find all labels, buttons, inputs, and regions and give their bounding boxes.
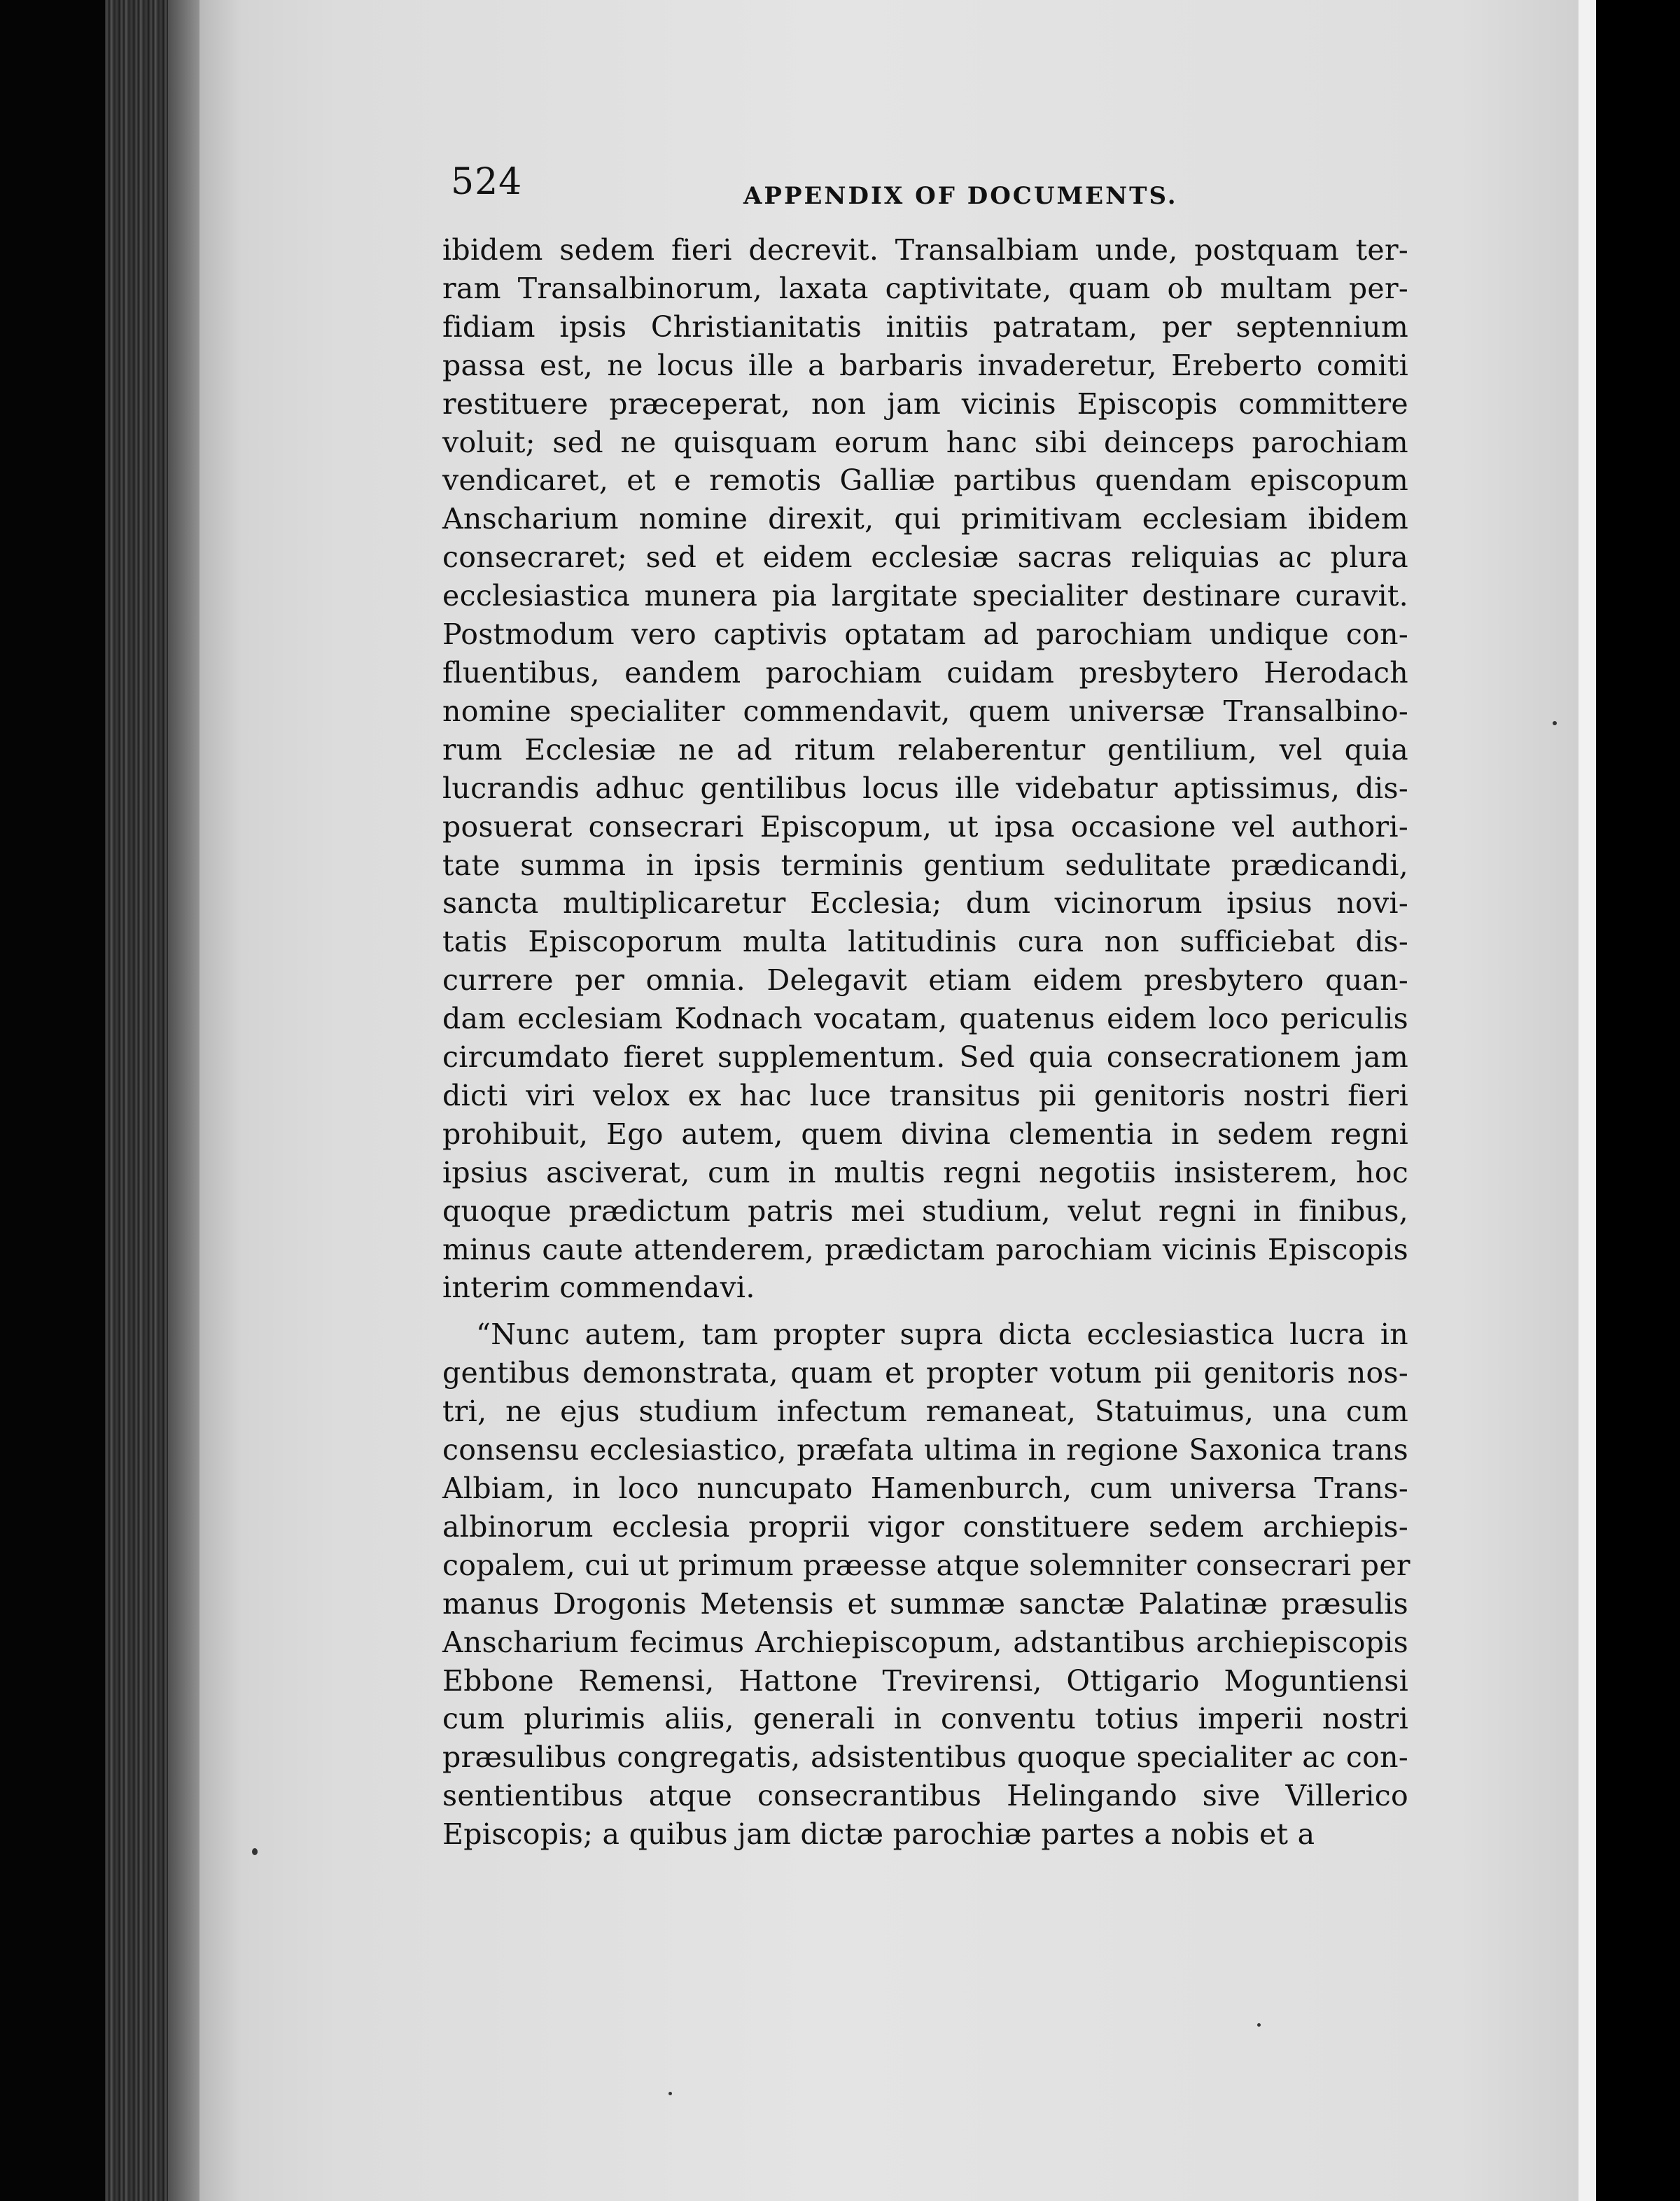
- page-text-block: [442, 154, 1408, 1854]
- text-line: posuerat consecrari Episcopum, ut ipsa occasione vel authori-: [442, 809, 1408, 844]
- paragraph-1: [442, 231, 1408, 1307]
- dust-speck: [1257, 2023, 1261, 2027]
- text-line: consecraret; sed et eidem ecclesiæ sacras reliquias ac plura: [442, 540, 1408, 575]
- text-line: sentientibus atque consecrantibus Helingando sive Villerico: [442, 1779, 1408, 1813]
- text-line: nomine specialiter commendavit, quem universæ Transalbino-: [442, 694, 1408, 728]
- text-line: circumdato fieret supplementum. Sed quia consecrationem jam: [442, 1040, 1408, 1075]
- text-line: fluentibus, eandem parochiam cuidam presbytero Herodach: [442, 655, 1408, 690]
- text-line: consensu ecclesiastico, præfata ultima in regione Saxonica trans: [442, 1433, 1408, 1467]
- text-line: Anscharium nomine direxit, qui primitivam ecclesiam ibidem: [442, 502, 1408, 536]
- text-line: “Nunc autem, tam propter supra dicta ecclesiastica lucra in: [476, 1318, 1408, 1352]
- page-number: 524: [451, 161, 523, 203]
- text-line: quoque prædictum patris mei studium, velut regni in finibus,: [442, 1194, 1408, 1228]
- scan-border-right: [1596, 0, 1680, 2201]
- text-line: lucrandis adhuc gentilibus locus ille videbatur aptissimus, dis-: [442, 771, 1408, 805]
- text-line: restituere præceperat, non jam vicinis Episcopis committere: [442, 386, 1408, 421]
- text-line: ibidem sedem fieri decrevit. Transalbiam unde, postquam ter-: [442, 233, 1408, 267]
- dust-speck: [1553, 721, 1557, 725]
- dust-speck: [668, 2092, 672, 2095]
- text-line: voluit; sed ne quisquam eorum hanc sibi deinceps parochiam: [442, 425, 1408, 459]
- text-line: dicti viri velox ex hac luce transitus pii genitoris nostri fieri: [442, 1078, 1408, 1112]
- text-line: ecclesiastica munera pia largitate specialiter destinare curavit.: [442, 579, 1408, 613]
- text-line: vendicaret, et e remotis Galliæ partibus quendam episcopum: [442, 463, 1408, 498]
- dust-speck: [252, 1848, 258, 1855]
- text-line: ram Transalbinorum, laxata captivitate, quam ob multam per-: [442, 271, 1408, 305]
- page-gutter-shadow: [168, 0, 203, 2201]
- text-line: manus Drogonis Metensis et summæ sanctæ Palatinæ præsulis: [442, 1586, 1408, 1621]
- paragraph-2: [442, 1315, 1408, 1854]
- running-head: [442, 154, 1408, 231]
- text-line: minus caute attenderem, prædictam parochiam vicinis Episcopis: [442, 1232, 1408, 1266]
- text-line: dam ecclesiam Kodnach vocatam, quatenus eidem loco periculis: [442, 1002, 1408, 1036]
- text-line: Ebbone Remensi, Hattone Trevirensi, Ottigario Moguntiensi: [442, 1663, 1408, 1698]
- text-line: rum Ecclesiæ ne ad ritum relaberentur gentilium, vel quia: [442, 732, 1408, 767]
- text-line: gentibus demonstrata, quam et propter votum pii genitoris nos-: [442, 1356, 1408, 1390]
- text-line: cum plurimis aliis, generali in conventu totius imperii nostri: [442, 1702, 1408, 1736]
- text-line: ipsius asciverat, cum in multis regni negotiis insisterem, hoc: [442, 1155, 1408, 1189]
- text-line: Albiam, in loco nuncupato Hamenburch, cum universa Trans-: [442, 1472, 1408, 1505]
- text-line: interim commendavi.: [442, 1271, 755, 1305]
- text-line: tate summa in ipsis terminis gentium sedulitate prædicandi,: [442, 848, 1408, 882]
- text-line: albinorum ecclesia proprii vigor constituere sedem archiepis-: [442, 1509, 1408, 1544]
- text-line: Anscharium fecimus Archiepiscopum, adstantibus archiepiscopis: [442, 1625, 1408, 1659]
- running-title: APPENDIX OF DOCUMENTS.: [743, 182, 1178, 210]
- text-line: prohibuit, Ego autem, quem divina clementia in sedem regni: [442, 1117, 1408, 1151]
- text-line: sancta multiplicaretur Ecclesia; dum vicinorum ipsius novi-: [442, 886, 1408, 921]
- text-line: currere per omnia. Delegavit etiam eidem presbytero quan-: [442, 963, 1408, 998]
- text-line: tatis Episcoporum multa latitudinis cura non sufficiebat dis-: [442, 925, 1408, 959]
- text-line: fidiam ipsis Christianitatis initiis patratam, per septennium: [442, 309, 1408, 344]
- text-line: tri, ne ejus studium infectum remaneat, Statuimus, una cum: [442, 1395, 1408, 1429]
- text-line: Episcopis; a quibus jam dictæ parochiæ partes a nobis et a: [442, 1817, 1315, 1852]
- page-right-margin: [1578, 0, 1596, 2201]
- text-line: Postmodum vero captivis optatam ad parochiam undique con-: [442, 617, 1408, 652]
- text-line: præsulibus congregatis, adsistentibus quoque specialiter ac con-: [442, 1740, 1408, 1775]
- text-line: passa est, ne locus ille a barbaris invaderetur, Ereberto comiti: [442, 348, 1408, 382]
- text-line: copalem, cui ut primum præesse atque solemniter consecrari per: [442, 1548, 1410, 1582]
